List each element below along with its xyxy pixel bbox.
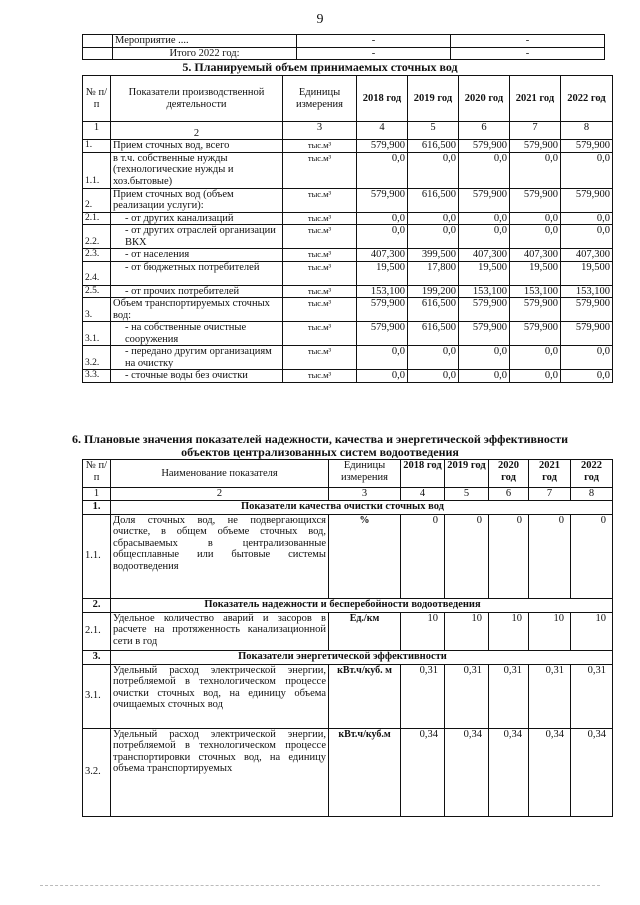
row-unit: тыс.м³ [283,322,357,346]
row-value: 0,0 [459,225,510,249]
row-label: - от других отраслей организации ВКХ [111,225,283,249]
row-label: - от населения [111,249,283,262]
top-table [82,34,605,60]
row-value: 579,900 [510,188,561,212]
row-unit: тыс.м³ [283,298,357,322]
row-number: 1. [83,140,111,153]
row-value: 0,0 [561,346,613,370]
row-label: - на собственные очистные сооружения [111,322,283,346]
col-number: 4 [401,488,445,501]
row-number: 2. [83,188,111,212]
row-label: Прием сточных вод (объем реализации услуги): [111,188,283,212]
row-value: 0,0 [510,225,561,249]
row-value: 579,900 [510,298,561,322]
group-title: Показатель надежности и бесперебойности водоотведения [111,598,613,612]
row-value: 407,300 [510,249,561,262]
table-row [83,152,613,188]
row-unit: тыс.м³ [283,225,357,249]
header-year: 2022 год [561,76,613,122]
row-value: 0,0 [408,225,459,249]
col-number: 5 [445,488,489,501]
row-number: 2.5. [83,285,111,298]
row-value: 10 [401,612,445,650]
table-row [83,188,613,212]
group-number: 3. [83,650,111,664]
group-header-row [83,500,613,514]
row-value: 579,900 [357,140,408,153]
row-value: 0 [529,514,571,598]
row-value: 0,0 [561,212,613,225]
col-number: 2 [111,488,329,501]
col-number: 1 [83,122,111,140]
row-label: - от прочих потребителей [111,285,283,298]
header-num: № п/п [83,76,111,122]
row-value: 0,0 [561,225,613,249]
table-row [83,514,613,598]
table-row [83,225,613,249]
row-unit: кВт.ч/куб. м [329,664,401,728]
row-value: 0,31 [529,664,571,728]
row-unit: тыс.м³ [283,249,357,262]
col-number: 1 [83,488,111,501]
row-unit: тыс.м³ [283,346,357,370]
top-row-value: - [297,47,451,60]
table-row [83,47,605,60]
row-unit: Ед./км [329,612,401,650]
col-number: 6 [489,488,529,501]
header-year: 2021 год [529,460,571,488]
row-value: 0,0 [357,346,408,370]
top-row-value: - [451,35,605,48]
row-label: - сточные воды без очистки [111,370,283,383]
row-value: 10 [489,612,529,650]
header-year: 2018 год [357,76,408,122]
row-value: 0,0 [357,152,408,188]
row-value: 616,500 [408,298,459,322]
table-row [83,249,613,262]
row-value: 0,31 [489,664,529,728]
row-value: 0,0 [408,370,459,383]
header-indicator: Наименование показателя [111,460,329,488]
row-number: 3.3. [83,370,111,383]
row-unit: тыс.м³ [283,212,357,225]
section5-title: 5. Планируемый объем принимаемых сточных вод [182,60,458,74]
row-value: 0,0 [510,346,561,370]
table-row [83,261,613,285]
row-number: 1.1. [83,152,111,188]
col-number: 2 [111,122,283,140]
row-value: 0,0 [510,370,561,383]
row-label: - передано другим организациям на очистку [111,346,283,370]
section6-table [82,459,613,817]
top-row-label: Мероприятие .... [113,35,297,48]
row-number: 2.1. [83,212,111,225]
col-number: 7 [529,488,571,501]
row-value: 0,31 [571,664,613,728]
row-label: Доля сточных вод, не подвергающихся очистке, в общем объеме сточных вод, сбрасываемых в централизованные общесплавные или бытовые системы водоотведения [111,514,329,598]
row-value: 0,0 [561,152,613,188]
row-value: 0,0 [408,346,459,370]
row-value: 0,34 [529,728,571,816]
header-year: 2020 год [459,76,510,122]
header-unit: Единицы измерения [283,76,357,122]
row-value: 616,500 [408,322,459,346]
row-value: 0,34 [571,728,613,816]
row-value: 407,300 [561,249,613,262]
table-row [83,728,613,816]
row-label: - от других канализаций [111,212,283,225]
row-value: 399,500 [408,249,459,262]
row-value: 153,100 [510,285,561,298]
table-row [83,370,613,383]
row-value: 579,900 [510,140,561,153]
row-value: 407,300 [357,249,408,262]
row-label: - от бюджетных потребителей [111,261,283,285]
row-value: 153,100 [357,285,408,298]
row-label: Удельное количество аварий и засоров в расчете на протяженность канализационной сети в год [111,612,329,650]
row-number: 3.1. [83,322,111,346]
row-label: Объем транспортируемых сточных вод: [111,298,283,322]
row-value: 0,0 [561,370,613,383]
row-value: 579,900 [459,322,510,346]
row-unit: кВт.ч/куб.м [329,728,401,816]
section5-table [82,75,613,383]
row-value: 0,0 [357,212,408,225]
page-number: 9 [316,12,324,27]
row-value: 153,100 [561,285,613,298]
row-number: 3.1. [83,664,111,728]
section6-title: 6. Плановые значения показателей надежности, качества и энергетической эффективности объектов централизованных систем водоотведения [71,432,569,459]
col-number: 6 [459,122,510,140]
header-year: 2019 год [408,76,459,122]
col-number: 7 [510,122,561,140]
row-unit: тыс.м³ [283,261,357,285]
row-value: 579,900 [561,188,613,212]
row-number: 2.1. [83,612,111,650]
table-row [83,664,613,728]
row-number: 1.1. [83,514,111,598]
row-number: 2.2. [83,225,111,249]
row-value: 199,200 [408,285,459,298]
top-row-value: - [297,35,451,48]
row-value: 579,900 [357,188,408,212]
row-value: 407,300 [459,249,510,262]
group-title: Показатели качества очистки сточных вод [111,500,613,514]
row-value: 616,500 [408,140,459,153]
row-value: 0 [401,514,445,598]
row-value: 19,500 [459,261,510,285]
row-unit: % [329,514,401,598]
bottom-divider [40,885,600,886]
row-number: 2.3. [83,249,111,262]
group-number: 2. [83,598,111,612]
top-row-label: Итого 2022 год: [113,47,297,60]
row-value: 19,500 [510,261,561,285]
header-unit: Единицы измерения [329,460,401,488]
table-row [83,298,613,322]
row-value: 0,34 [401,728,445,816]
row-value: 0,0 [459,346,510,370]
group-number: 1. [83,500,111,514]
col-number: 5 [408,122,459,140]
column-number-row [83,122,613,140]
row-value: 10 [571,612,613,650]
table-row [83,212,613,225]
row-value: 0,31 [445,664,489,728]
row-number: 3. [83,298,111,322]
col-number: 3 [329,488,401,501]
row-value: 0,0 [459,152,510,188]
col-number: 4 [357,122,408,140]
row-value: 616,500 [408,188,459,212]
header-num: № п/п [83,460,111,488]
row-value: 0 [445,514,489,598]
table-row [83,612,613,650]
column-number-row [83,488,613,501]
table-row [83,346,613,370]
col-number: 3 [283,122,357,140]
row-value: 153,100 [459,285,510,298]
header-row [83,76,613,122]
row-label: Удельный расход электрической энергии, потребляемой в технологическом процессе транспортировки сточных вод, на единицу объема транспортируемых [111,728,329,816]
table-row [83,322,613,346]
row-unit: тыс.м³ [283,152,357,188]
row-value: 0 [571,514,613,598]
group-header-row [83,650,613,664]
header-year: 2020 год [489,460,529,488]
header-year: 2021 год [510,76,561,122]
group-header-row [83,598,613,612]
row-number: 3.2. [83,728,111,816]
row-value: 579,900 [459,188,510,212]
row-label: в т.ч. собственные нужды (технологические нужды и хоз.бытовые) [111,152,283,188]
col-number: 8 [561,122,613,140]
row-value: 579,900 [561,298,613,322]
col-number: 8 [571,488,613,501]
row-unit: тыс.м³ [283,370,357,383]
row-unit: тыс.м³ [283,285,357,298]
row-value: 579,900 [459,298,510,322]
row-value: 579,900 [510,322,561,346]
table-row [83,285,613,298]
row-value: 0,31 [401,664,445,728]
row-value: 10 [529,612,571,650]
row-unit: тыс.м³ [283,188,357,212]
header-row [83,460,613,488]
row-value: 579,900 [357,298,408,322]
row-value: 10 [445,612,489,650]
table-row [83,35,605,48]
row-value: 19,500 [561,261,613,285]
row-value: 0,0 [357,225,408,249]
row-value: 0,0 [408,152,459,188]
row-value: 0,34 [445,728,489,816]
row-value: 0,0 [408,212,459,225]
row-number: 2.4. [83,261,111,285]
table-row [83,140,613,153]
row-value: 0 [489,514,529,598]
header-year: 2018 год [401,460,445,488]
row-label: Прием сточных вод, всего [111,140,283,153]
group-title: Показатели энергетической эффективности [111,650,613,664]
row-value: 0,0 [459,212,510,225]
row-value: 0,34 [489,728,529,816]
top-row-value: - [451,47,605,60]
row-value: 0,0 [510,152,561,188]
row-value: 19,500 [357,261,408,285]
row-value: 579,900 [459,140,510,153]
row-value: 0,0 [357,370,408,383]
row-value: 579,900 [561,322,613,346]
row-value: 579,900 [561,140,613,153]
header-indicator: Показатели производственной деятельности [111,76,283,122]
header-year: 2022 год [571,460,613,488]
row-value: 17,800 [408,261,459,285]
row-value: 0,0 [459,370,510,383]
row-unit: тыс.м³ [283,140,357,153]
row-number: 3.2. [83,346,111,370]
row-value: 0,0 [510,212,561,225]
row-value: 579,900 [357,322,408,346]
row-label: Удельный расход электрической энергии, потребляемой в технологическом процессе очистки сточных вод, на единицу объема очищаемых сточных вод [111,664,329,728]
header-year: 2019 год [445,460,489,488]
